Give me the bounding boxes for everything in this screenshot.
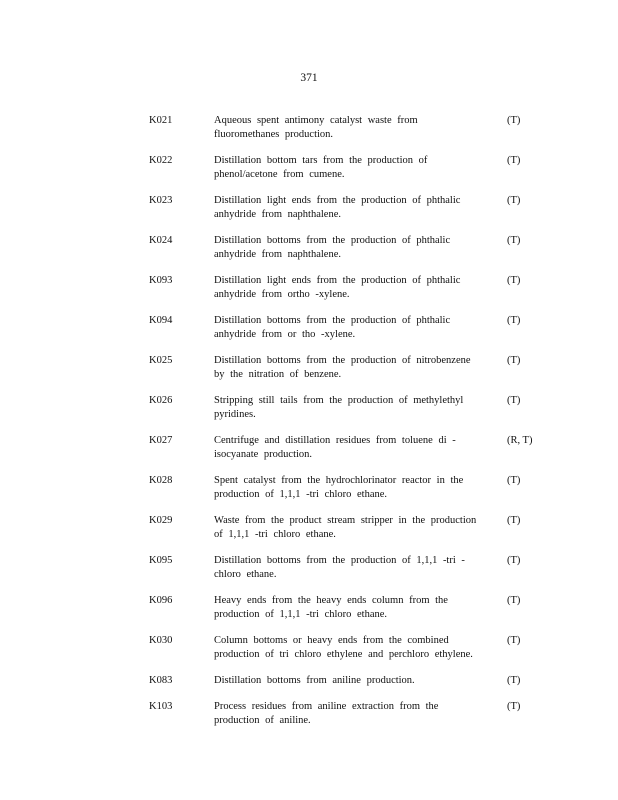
- hazard-code: (T): [507, 275, 521, 286]
- waste-description: Waste from the product stream stripper in the production of 1,1,1 -tri chloro ethane.: [214, 515, 477, 540]
- waste-code: K021: [149, 115, 173, 126]
- waste-description: Distillation bottoms from the production of nitrobenzene by the nitration of benzene.: [214, 355, 471, 380]
- waste-entry-k083: [0, 674, 618, 700]
- waste-code: K028: [149, 475, 173, 486]
- hazard-code: (T): [507, 675, 521, 686]
- waste-list: [0, 114, 618, 740]
- waste-entry-k028: [0, 474, 618, 514]
- waste-code: K030: [149, 635, 173, 646]
- waste-code: K027: [149, 435, 173, 446]
- hazard-code: (T): [507, 195, 521, 206]
- waste-code: K026: [149, 395, 173, 406]
- waste-entry-k103: [0, 700, 618, 740]
- waste-description: Centrifuge and distillation residues from toluene di - isocyanate production.: [214, 435, 456, 460]
- hazard-code: (T): [507, 475, 521, 486]
- hazard-code: (T): [507, 115, 521, 126]
- waste-code: K096: [149, 595, 173, 606]
- waste-entry-k021: [0, 114, 618, 154]
- waste-description: Distillation bottoms from the production of phthalic anhydride from naphthalene.: [214, 235, 451, 260]
- waste-description: Process residues from aniline extraction from the production of aniline.: [214, 701, 439, 726]
- waste-code: K029: [149, 515, 173, 526]
- hazard-code: (T): [507, 355, 521, 366]
- page-number: 371: [300, 72, 318, 84]
- waste-entry-k096: [0, 594, 618, 634]
- waste-entry-k024: [0, 234, 618, 274]
- waste-entry-k026: [0, 394, 618, 434]
- waste-entry-k029: [0, 514, 618, 554]
- hazard-code: (T): [507, 595, 521, 606]
- waste-description: Distillation light ends from the production of phthalic anhydride from ortho -xylene.: [214, 275, 461, 300]
- waste-description: Heavy ends from the heavy ends column from the production of 1,1,1 -tri chloro ethane.: [214, 595, 448, 620]
- waste-description: Spent catalyst from the hydrochlorinator reactor in the production of 1,1,1 -tri chloro ethane.: [214, 475, 464, 500]
- waste-code: K093: [149, 275, 173, 286]
- waste-entry-k030: [0, 634, 618, 674]
- waste-code: K095: [149, 555, 173, 566]
- waste-description: Distillation light ends from the production of phthalic anhydride from naphthalene.: [214, 195, 461, 220]
- waste-code: K024: [149, 235, 173, 246]
- hazard-code: (T): [507, 701, 521, 712]
- hazard-code: (T): [507, 395, 521, 406]
- waste-description: Distillation bottoms from the production of phthalic anhydride from or tho -xylene.: [214, 315, 451, 340]
- hazard-code: (T): [507, 315, 521, 326]
- waste-code: K094: [149, 315, 173, 326]
- hazard-code: (T): [507, 555, 521, 566]
- waste-description: Distillation bottoms from the production of 1,1,1 -tri - chloro ethane.: [214, 555, 465, 580]
- waste-code: K023: [149, 195, 173, 206]
- hazard-code: (T): [507, 635, 521, 646]
- waste-description: Distillation bottom tars from the production of phenol/acetone from cumene.: [214, 155, 428, 180]
- waste-entry-k094: [0, 314, 618, 354]
- hazard-code: (R, T): [507, 435, 533, 446]
- waste-code: K083: [149, 675, 173, 686]
- waste-description: Aqueous spent antimony catalyst waste from fluoromethanes production.: [214, 115, 418, 140]
- waste-description: Column bottoms or heavy ends from the combined production of tri chloro ethylene and perchloro ethylene.: [214, 635, 473, 660]
- waste-entry-k022: [0, 154, 618, 194]
- waste-entry-k095: [0, 554, 618, 594]
- hazard-code: (T): [507, 235, 521, 246]
- waste-code: K025: [149, 355, 173, 366]
- waste-entry-k027: [0, 434, 618, 474]
- hazard-code: (T): [507, 515, 521, 526]
- hazard-code: (T): [507, 155, 521, 166]
- waste-entry-k023: [0, 194, 618, 234]
- waste-description: Distillation bottoms from aniline production.: [214, 675, 415, 686]
- waste-entry-k025: [0, 354, 618, 394]
- waste-entry-k093: [0, 274, 618, 314]
- waste-code: K103: [149, 701, 173, 712]
- waste-description: Stripping still tails from the production of methylethyl pyridines.: [214, 395, 464, 420]
- waste-code: K022: [149, 155, 173, 166]
